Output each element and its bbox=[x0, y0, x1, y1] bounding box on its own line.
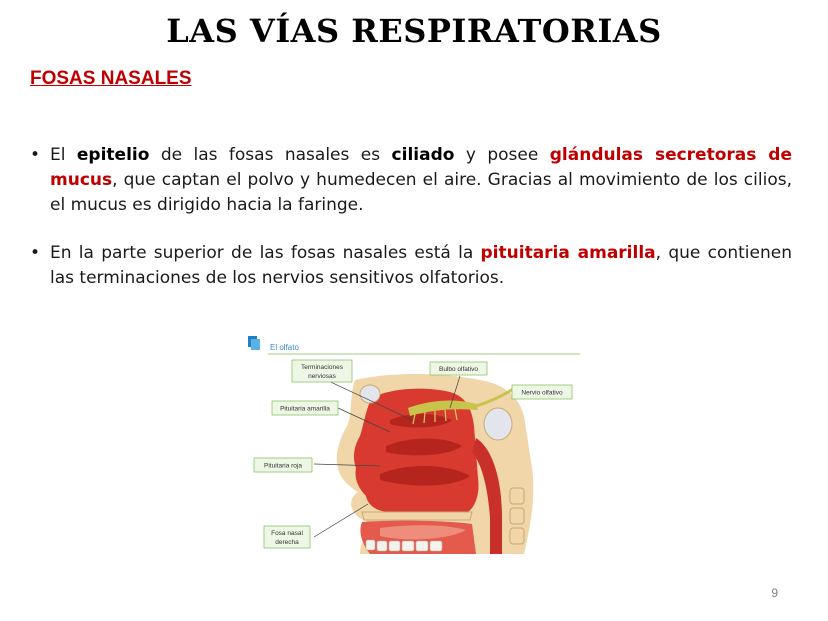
figure-header: El olfato bbox=[270, 343, 299, 352]
label-pituitaria-amarilla bbox=[272, 401, 338, 415]
label-pituitaria-roja bbox=[254, 458, 312, 472]
label-text: Bulbo olfativo bbox=[438, 366, 479, 373]
bullet-marker: • bbox=[30, 243, 41, 263]
bullet-item-1 bbox=[30, 143, 792, 218]
label-nervio-olfativo bbox=[512, 385, 572, 399]
section-heading: FOSAS NASALES bbox=[30, 68, 192, 89]
term-epitelio: epitelio bbox=[76, 145, 150, 165]
label-text-line: nerviosas bbox=[308, 373, 336, 380]
term-ciliado: ciliado bbox=[391, 145, 455, 165]
bullet-marker: • bbox=[30, 145, 41, 165]
text-run: En la parte superior de las fosas nasales está la bbox=[50, 243, 481, 263]
nasal-anatomy-illustration bbox=[240, 328, 585, 558]
label-text-line: derecha bbox=[275, 539, 299, 546]
text-run: , que captan el polvo y humedecen el aire. Gracias al movimiento de los cilios, el mucus es dirigido hacia la faringe. bbox=[50, 170, 792, 215]
label-bulbo-olfativo bbox=[430, 362, 487, 375]
olfato-figure bbox=[240, 328, 585, 558]
bullet-item-2 bbox=[30, 241, 792, 291]
term-glandulas: glándulas secretoras de mucus bbox=[50, 145, 793, 190]
page-number: 9 bbox=[771, 586, 778, 600]
cervical-spine bbox=[510, 488, 524, 544]
term-pituitaria-amarilla: pituitaria amarilla bbox=[480, 243, 656, 263]
hard-palate bbox=[362, 512, 472, 520]
book-icon-back bbox=[251, 339, 260, 350]
label-text-line: Fosa nasal bbox=[271, 530, 303, 537]
bullet-text bbox=[30, 143, 792, 218]
label-fosa-nasal-derecha bbox=[264, 526, 310, 548]
text-run: de las fosas nasales es bbox=[149, 145, 392, 165]
label-text-line: Terminaciones bbox=[301, 364, 343, 371]
text-run: , que contienen las terminaciones de los nervios sensitivos olfatorios. bbox=[50, 243, 792, 288]
label-text: Pituitaria roja bbox=[264, 462, 302, 470]
label-text: Pituitaria amarilla bbox=[280, 405, 330, 413]
label-text: Nervio olfativo bbox=[521, 389, 563, 397]
bullet-text bbox=[30, 241, 792, 291]
text-run: El bbox=[50, 145, 77, 165]
sphenoid-sinus bbox=[484, 408, 512, 440]
teeth bbox=[366, 540, 442, 551]
text-run: y posee bbox=[454, 145, 550, 165]
slide-title: LAS VÍAS RESPIRATORIAS bbox=[166, 12, 662, 50]
label-terminaciones-nerviosas bbox=[292, 360, 352, 382]
